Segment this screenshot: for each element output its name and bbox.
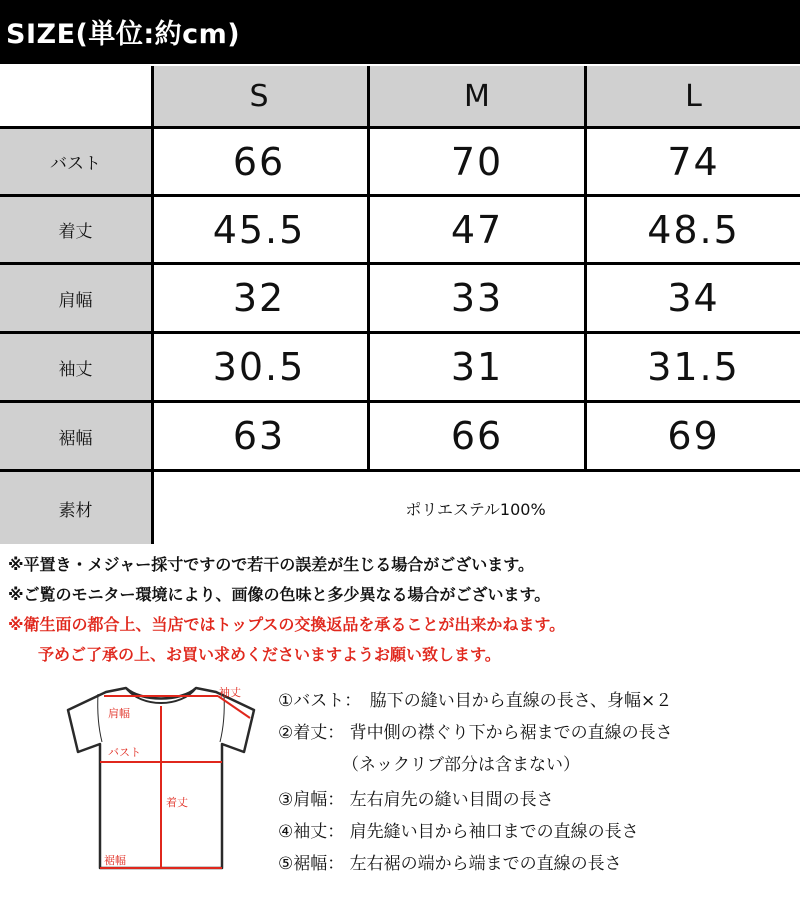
table-rule	[151, 66, 154, 544]
size-header-s: S	[151, 66, 367, 126]
row-label-shoulder	[0, 265, 151, 331]
note-monitor: ※ご覧のモニター環境により、画像の色味と多少異なる場合がございます。	[8, 585, 551, 604]
page-header	[0, 0, 800, 64]
table-rule	[0, 126, 800, 129]
value-sleeve-s: 30.5	[212, 345, 306, 389]
tshirt-illustration-icon	[56, 678, 276, 874]
row-label-text: 素材	[58, 500, 93, 521]
diagram-label-sleeve: 袖丈	[219, 686, 241, 699]
value-shoulder-l: 34	[667, 276, 720, 320]
row-label-text: バスト	[50, 154, 101, 174]
definition-hem: ⑤裾幅： 左右裾の端から端までの直線の長さ	[278, 854, 622, 874]
value-bust-m: 70	[450, 139, 504, 184]
definition-length-note: （ネックリブ部分は含まない）	[342, 755, 580, 775]
note-measurement: ※平置き・メジャー採寸ですので若干の誤差が生じる場合がございます。	[8, 555, 534, 574]
size-header-m: M	[370, 66, 584, 126]
diagram-label-bust: バスト	[108, 746, 141, 759]
size-header-l: L	[587, 66, 800, 126]
definition-sleeve: ④袖丈： 肩先縫い目から袖口までの直線の長さ	[278, 822, 639, 842]
value-length-s: 45.5	[212, 207, 306, 252]
value-hem-s: 63	[232, 414, 286, 458]
row-label-hem	[0, 403, 151, 469]
diagram-label-hem: 裾幅	[104, 854, 126, 867]
definition-bust: ①バスト： 脇下の縫い目から直線の長さ、身幅×２	[278, 691, 673, 711]
table-rule	[0, 194, 800, 197]
row-label-text: 袖丈	[58, 359, 93, 380]
row-label-text: 裾幅	[58, 428, 93, 449]
corner-cell	[0, 66, 151, 126]
row-label-sleeve	[0, 334, 151, 400]
size-table	[0, 66, 800, 544]
value-shoulder-s: 32	[232, 276, 286, 320]
table-rule	[0, 331, 800, 334]
row-label-length	[0, 197, 151, 262]
value-sleeve-l: 31.5	[647, 345, 740, 389]
value-bust-l: 74	[667, 139, 720, 184]
tshirt-diagram	[56, 678, 276, 874]
table-rule	[367, 66, 370, 472]
note-returns: ※衛生面の都合上、当店ではトップスの交換返品を承ることが出来かねます。	[8, 615, 566, 634]
note-returns-cont: 予めご了承の上、お買い求めくださいますようお願い致します。	[38, 645, 501, 664]
table-rule	[0, 262, 800, 265]
diagram-label-length: 着丈	[166, 796, 188, 809]
row-label-text: 肩幅	[58, 290, 93, 311]
value-sleeve-m: 31	[450, 345, 504, 389]
row-label-material	[0, 472, 151, 544]
definition-shoulder: ③肩幅： 左右肩先の縫い目間の長さ	[278, 790, 554, 810]
table-rule	[0, 469, 800, 472]
definition-length: ②着丈： 背中側の襟ぐり下から裾までの直線の長さ	[278, 723, 673, 743]
row-label-text: 着丈	[58, 222, 93, 242]
material-value: ポリエステル100%	[405, 499, 546, 519]
value-bust-s: 66	[232, 139, 286, 184]
value-hem-m: 66	[450, 414, 504, 458]
value-length-m: 47	[450, 207, 504, 252]
table-rule	[0, 400, 800, 403]
page-title: SIZE(単位:約cm)	[6, 19, 241, 50]
diagram-label-shoulder: 肩幅	[108, 707, 130, 720]
row-label-bust	[0, 129, 151, 194]
value-shoulder-m: 33	[450, 276, 504, 320]
table-rule	[584, 66, 587, 472]
value-hem-l: 69	[667, 414, 720, 458]
value-length-l: 48.5	[647, 207, 740, 252]
